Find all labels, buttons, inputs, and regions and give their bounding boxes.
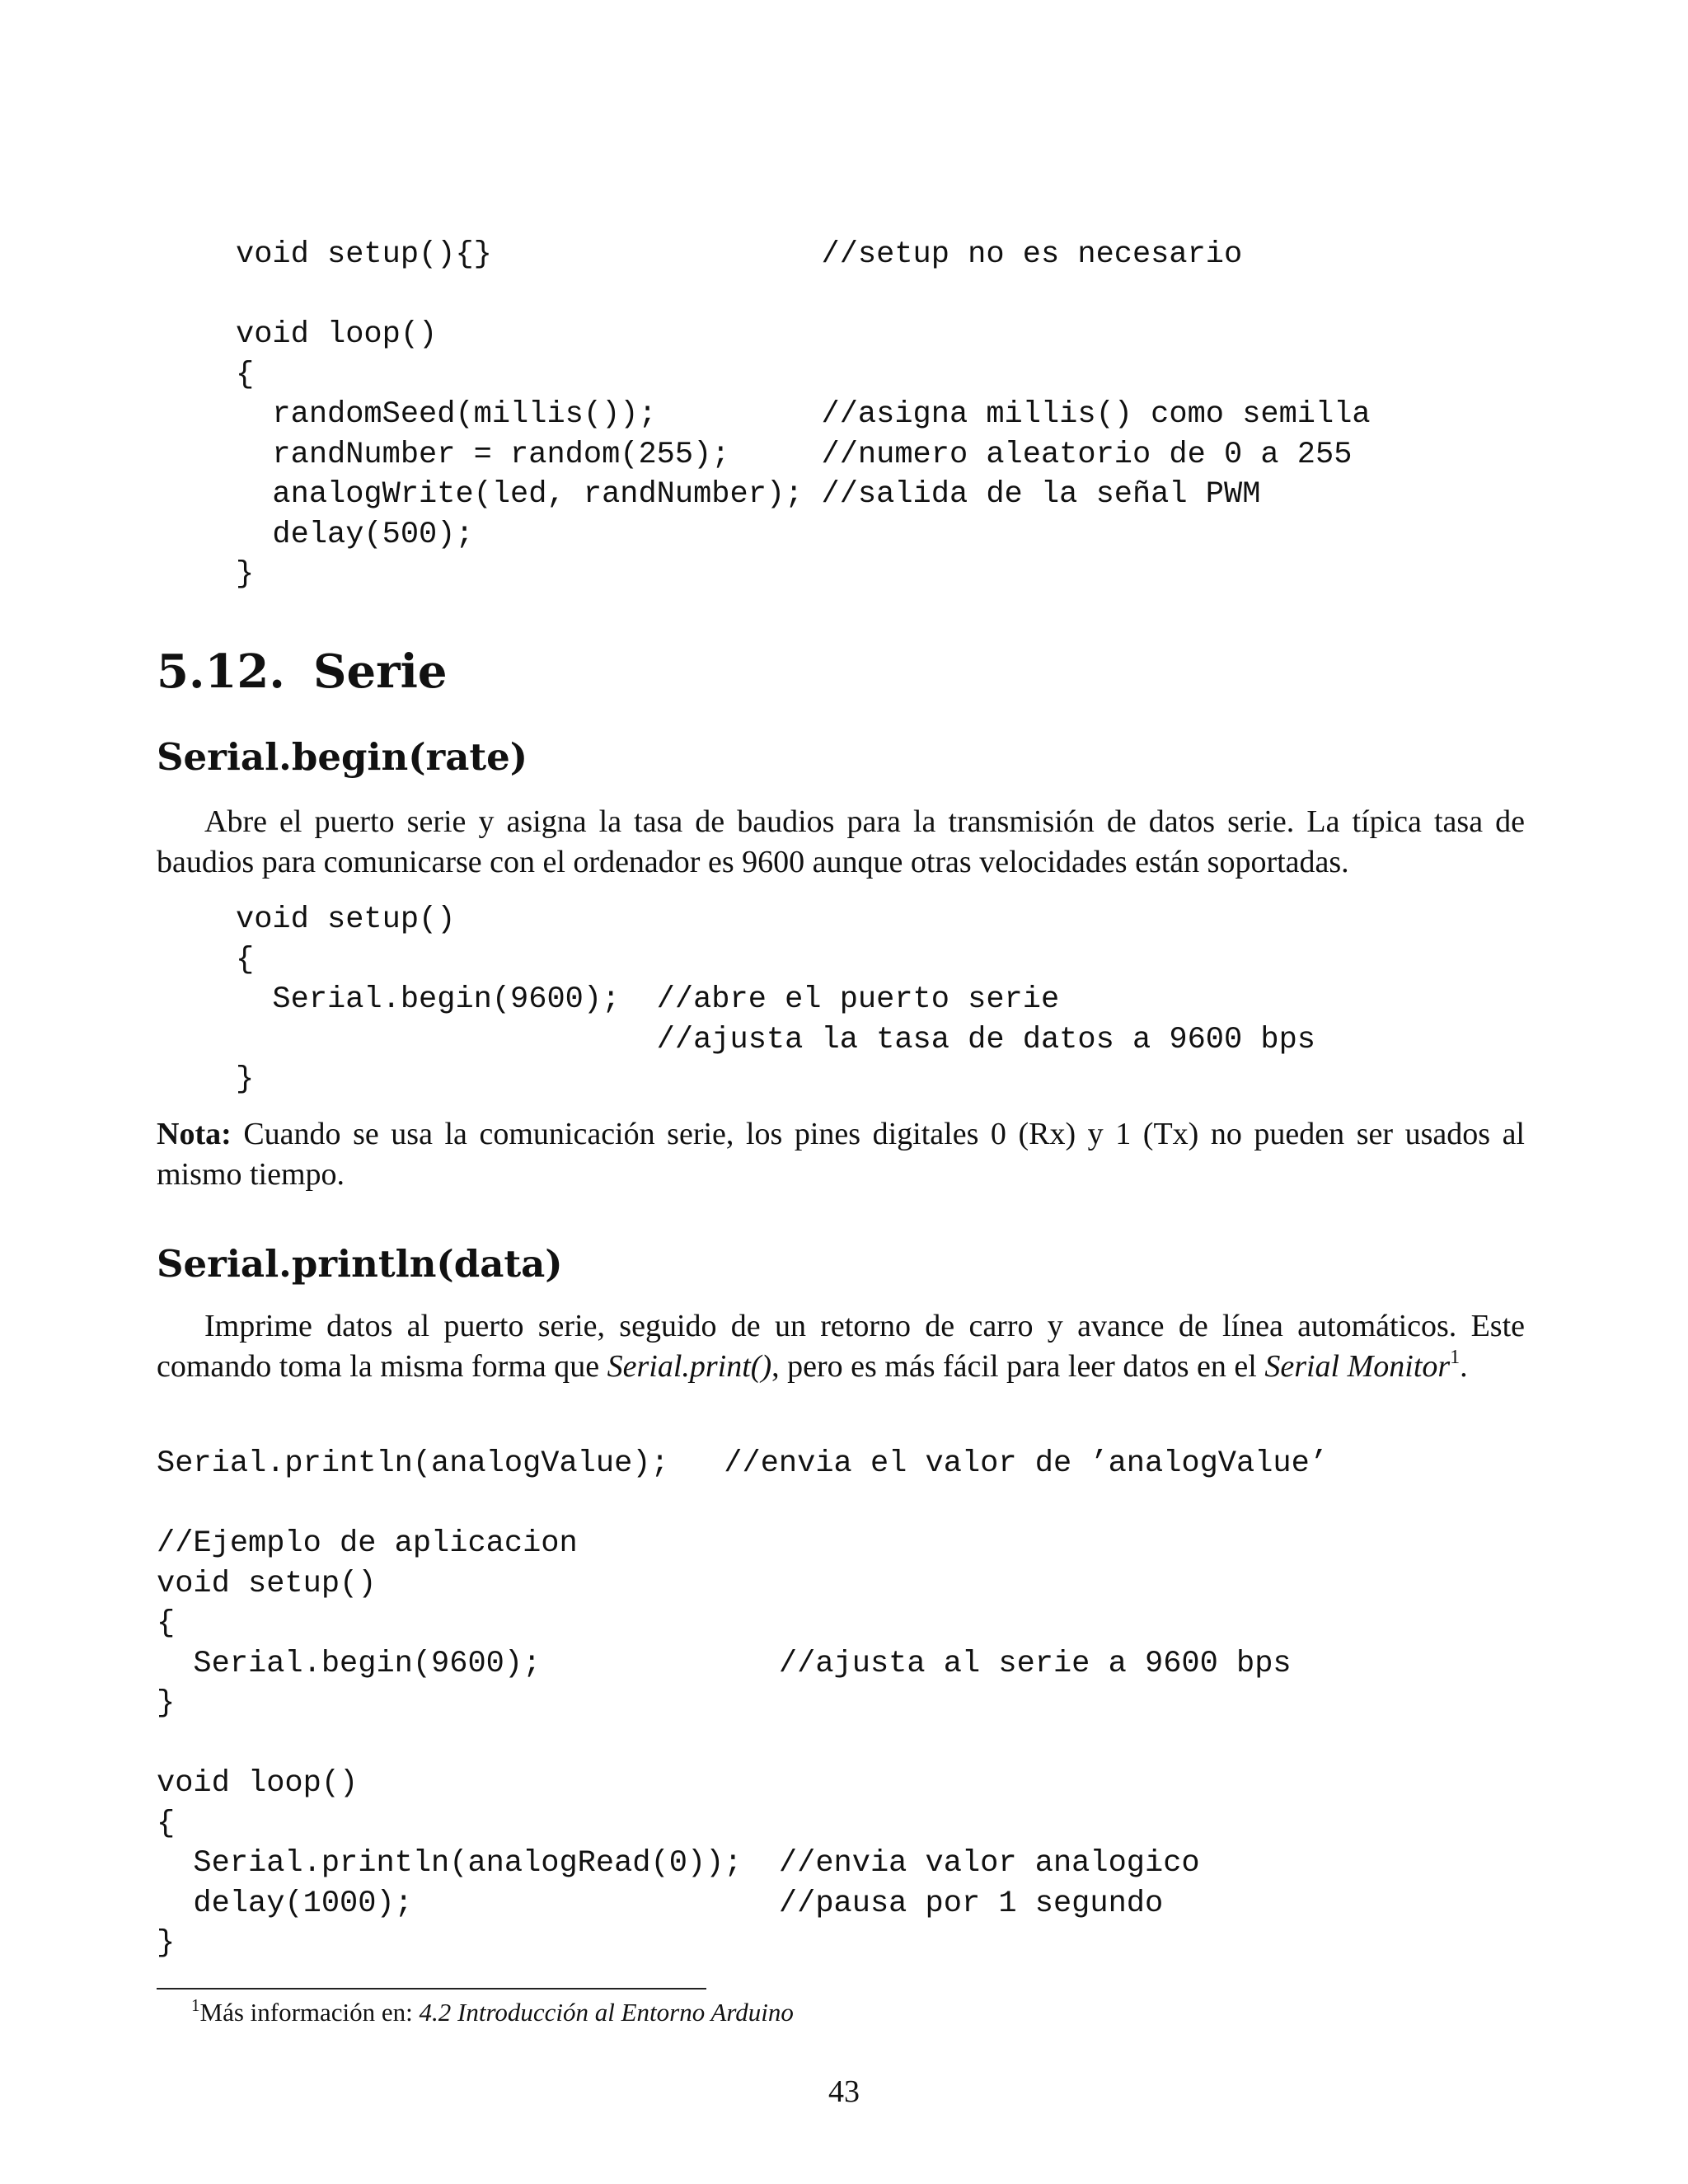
code-line: randomSeed(millis()); //asigna millis() como semilla [236,397,1371,432]
code-line: { [236,942,255,977]
code-line: Serial.begin(9600); //abre el puerto serie [236,982,1060,1017]
footnote-reference[interactable]: 1 [1450,1346,1461,1368]
code-line: { [236,357,255,392]
code-block-serial-println [157,1444,1328,1964]
code-line: { [157,1606,176,1641]
footnote [191,1996,794,2029]
code-line: delay(500); [236,517,474,552]
code-line: //ajusta la tasa de datos a 9600 bps [236,1022,1316,1057]
subheading-serial-println: Serial.println(data) [157,1242,563,1286]
paragraph-text: Imprime datos al puerto serie, seguido de un retorno de carro y avance de línea automáticos. Este comando toma la misma forma que [157,1309,1525,1384]
footnote-mark: 1 [191,1995,200,2015]
code-line [157,1724,1328,1765]
code-line: } [236,1062,255,1097]
subheading-serial-begin: Serial.begin(rate) [157,735,528,779]
code-line: void setup() [236,902,456,937]
code-line: Serial.println(analogValue); //envia el valor de ’analogValue’ [157,1446,1329,1481]
footnote-link[interactable]: 4.2 Introducción al Entorno Arduino [419,1998,794,2027]
code-line: } [157,1926,176,1961]
paragraph-text: Abre el puerto serie y asigna la tasa de baudios para la transmisión de datos serie. La típica tasa de baudios para comunicarse con el ordenador es 9600 aunque otras velocidades están soportadas. [157,804,1525,879]
italic-term: Serial.print() [607,1348,772,1384]
note-label: Nota: [157,1117,232,1151]
code-line: } [236,557,255,592]
code-line: //Ejemplo de aplicacion [157,1526,578,1561]
code-line: Serial.println(analogRead(0)); //envia valor analogico [157,1846,1200,1881]
section-number: 5.12. [157,644,285,699]
footnote-text: Más información en: [199,1998,420,2027]
paragraph-serial-begin [157,802,1525,882]
footnote-divider [157,1988,706,1990]
code-line [236,275,1371,316]
code-line: void setup(){} //setup no es necesario [236,237,1243,272]
section-title: Serie [313,644,448,699]
paragraph-serial-println [157,1306,1525,1386]
code-line: analogWrite(led, randNumber); //salida de la señal PWM [236,477,1261,512]
code-line: void loop() [157,1766,359,1801]
code-line: Serial.begin(9600); //ajusta al serie a 9600 bps [157,1646,1292,1681]
code-block-random [236,235,1371,595]
note-paragraph [157,1114,1525,1194]
code-line [157,1484,1328,1525]
page-number: 43 [828,2074,860,2109]
paragraph-text: . [1460,1348,1468,1384]
code-line: delay(1000); //pausa por 1 segundo [157,1886,1164,1921]
code-line: void setup() [157,1566,377,1601]
italic-term: Serial Monitor [1264,1348,1451,1384]
paragraph-text: , pero es más fácil para leer datos en el [771,1348,1265,1384]
code-line: } [157,1686,176,1721]
code-block-serial-begin [236,900,1315,1100]
code-line: void loop() [236,317,438,352]
note-text: Cuando se usa la comunicación serie, los pines digitales 0 (Rx) y 1 (Tx) no pueden ser usados al mismo tiempo. [157,1117,1525,1192]
code-line: randNumber = random(255); //numero aleatorio de 0 a 255 [236,437,1353,472]
section-heading [157,644,447,699]
code-line: { [157,1806,176,1841]
